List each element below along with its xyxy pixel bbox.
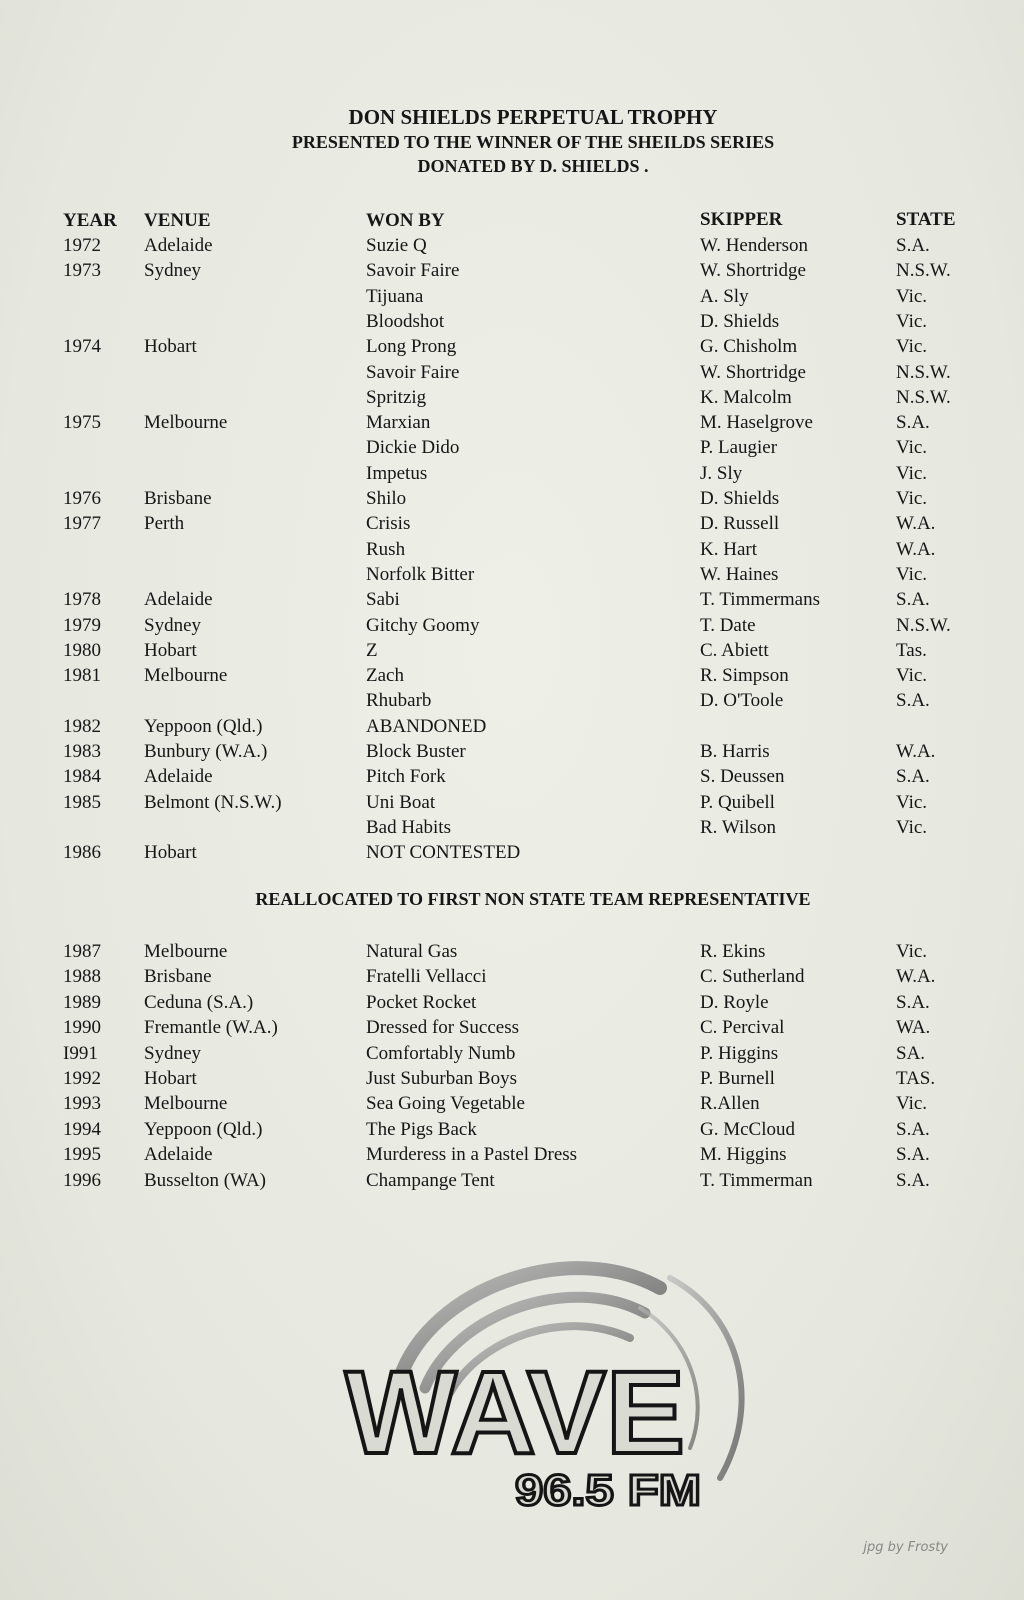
cell-won-by: The Pigs Back — [366, 1118, 477, 1140]
cell-year: 1980 — [63, 639, 101, 661]
cell-year: 1995 — [63, 1144, 101, 1166]
cell-state: S.A. — [896, 235, 930, 256]
cell-won-by: Sabi — [366, 589, 400, 611]
cell-skipper: D. Shields — [700, 488, 780, 509]
cell-state: Vic. — [896, 336, 928, 358]
donated-by: DONATED BY D. SHIELDS . — [417, 156, 649, 176]
cell-state: SA. — [896, 1042, 926, 1064]
cell-skipper: C. Sutherland — [700, 966, 805, 988]
page-subtitle: PRESENTED TO THE WINNER OF THE SHEILDS SERIES — [291, 132, 775, 152]
cell-won-by: Marxian — [366, 412, 431, 434]
cell-won-by: Spritzig — [366, 386, 427, 408]
cell-won-by: Z — [366, 639, 378, 661]
cell-venue: Brisbane — [144, 488, 212, 509]
cell-state: N.S.W. — [896, 361, 951, 383]
cell-year: 1977 — [63, 513, 101, 535]
cell-won-by: Comfortably Numb — [366, 1042, 516, 1064]
cell-venue: Hobart — [144, 639, 197, 661]
cell-state: W.A. — [896, 966, 936, 988]
cell-skipper: K. Malcolm — [700, 386, 792, 408]
cell-won-by: Impetus — [366, 462, 428, 484]
cell-state: WA. — [896, 1017, 931, 1039]
cell-state: S.A. — [896, 1169, 930, 1191]
cell-state: Vic. — [896, 816, 928, 838]
cell-skipper: W. Haines — [700, 563, 779, 585]
wave-logo — [340, 1248, 770, 1518]
cell-year: 1983 — [63, 741, 101, 762]
cell-skipper: R. Wilson — [700, 816, 776, 838]
cell-skipper: M. Higgins — [700, 1144, 787, 1166]
cell-won-by: Gitchy Goomy — [366, 614, 480, 636]
cell-venue: Melbourne — [144, 941, 228, 962]
cell-won-by: Rhubarb — [366, 690, 432, 712]
cell-skipper: R.Allen — [700, 1093, 760, 1115]
cell-skipper: T. Timmermans — [700, 589, 820, 611]
cell-state: Vic. — [896, 941, 928, 962]
cell-won-by: Block Buster — [366, 741, 466, 762]
credit-text: jpg by Frosty — [863, 1540, 948, 1555]
cell-year: 1996 — [63, 1169, 101, 1191]
cell-venue: Perth — [144, 513, 185, 535]
cell-skipper: S. Deussen — [700, 766, 785, 788]
cell-won-by: Champange Tent — [366, 1169, 495, 1191]
header-venue: VENUE — [144, 210, 211, 231]
logo-wordmark: WAVE — [345, 1347, 685, 1479]
cell-skipper: T. Date — [700, 614, 756, 636]
cell-skipper: W. Shortridge — [700, 260, 806, 282]
cell-state: TAS. — [896, 1068, 936, 1089]
cell-year: 1975 — [63, 412, 101, 434]
cell-venue: Adelaide — [144, 235, 213, 256]
cell-state: W.A. — [896, 513, 936, 535]
cell-state: N.S.W. — [896, 386, 951, 408]
cell-venue: Brisbane — [144, 966, 212, 988]
cell-year: 1981 — [63, 665, 101, 687]
cell-state: Vic. — [896, 665, 928, 687]
cell-venue: Adelaide — [144, 766, 213, 788]
cell-state: Vic. — [896, 462, 928, 484]
cell-skipper: P. Burnell — [700, 1068, 775, 1089]
reallocated-heading: REALLOCATED TO FIRST NON STATE TEAM REPRESENTATIVE — [255, 889, 811, 909]
header-year: YEAR — [63, 210, 117, 231]
cell-venue: Melbourne — [144, 1093, 228, 1115]
cell-won-by: Crisis — [366, 513, 411, 535]
cell-skipper: G. McCloud — [700, 1118, 795, 1140]
cell-skipper: P. Quibell — [700, 791, 775, 813]
cell-skipper: D. Russell — [700, 513, 780, 535]
cell-state: S.A. — [896, 1118, 930, 1140]
cell-won-by: Pocket Rocket — [366, 991, 477, 1013]
cell-state: N.S.W. — [896, 614, 951, 636]
cell-venue: Yeppoon (Qld.) — [144, 1118, 263, 1140]
cell-skipper: P. Higgins — [700, 1042, 779, 1064]
cell-venue: Busselton (WA) — [144, 1169, 266, 1191]
cell-year: 1982 — [63, 715, 101, 737]
cell-skipper: R. Simpson — [700, 665, 789, 687]
cell-state: W.A. — [896, 538, 936, 560]
cell-won-by: NOT CONTESTED — [366, 842, 521, 864]
cell-year: 1987 — [63, 941, 101, 962]
cell-year: 1974 — [63, 336, 101, 358]
cell-skipper: J. Sly — [700, 462, 743, 484]
cell-state: W.A. — [896, 741, 936, 762]
cell-year: 1993 — [63, 1093, 101, 1115]
header-won-by: WON BY — [366, 210, 445, 231]
cell-year: 1994 — [63, 1118, 101, 1140]
cell-won-by: Rush — [366, 538, 406, 560]
page-title: DON SHIELDS PERPETUAL TROPHY — [348, 105, 718, 129]
cell-state: Vic. — [896, 563, 928, 585]
cell-skipper: C. Percival — [700, 1017, 785, 1039]
header-skipper: SKIPPER — [700, 209, 783, 230]
cell-state: Vic. — [896, 488, 928, 509]
cell-skipper: T. Timmerman — [700, 1169, 813, 1191]
cell-skipper: G. Chisholm — [700, 336, 798, 358]
cell-won-by: Shilo — [366, 488, 407, 509]
cell-state: S.A. — [896, 690, 930, 712]
cell-won-by: Natural Gas — [366, 941, 458, 962]
cell-state: S.A. — [896, 589, 930, 611]
cell-won-by: Fratelli Vellacci — [366, 966, 487, 988]
cell-won-by: Bad Habits — [366, 816, 451, 838]
cell-skipper: K. Hart — [700, 538, 757, 560]
cell-won-by: Zach — [366, 665, 404, 687]
cell-won-by: ABANDONED — [366, 715, 487, 737]
cell-skipper: W. Henderson — [700, 235, 808, 256]
cell-won-by: Suzie Q — [366, 235, 427, 256]
cell-won-by: Long Prong — [366, 336, 457, 358]
cell-won-by: Savoir Faire — [366, 361, 460, 383]
cell-skipper: D. O'Toole — [700, 690, 784, 712]
cell-year: 1976 — [63, 488, 101, 509]
cell-year: 1988 — [63, 966, 101, 988]
cell-skipper: M. Haselgrove — [700, 412, 813, 434]
cell-won-by: Just Suburban Boys — [366, 1068, 517, 1089]
logo-frequency: 96.5 FM — [515, 1466, 701, 1515]
cell-year: 1984 — [63, 766, 101, 788]
title-block — [0, 104, 1024, 178]
cell-state: S.A. — [896, 412, 930, 434]
cell-venue: Hobart — [144, 336, 197, 358]
cell-year: I991 — [63, 1042, 98, 1064]
cell-venue: Hobart — [144, 842, 197, 864]
header-state: STATE — [896, 209, 956, 230]
cell-skipper: D. Royle — [700, 991, 769, 1013]
cell-venue: Sydney — [144, 614, 201, 636]
cell-won-by: Pitch Fork — [366, 766, 446, 788]
cell-skipper: B. Harris — [700, 741, 770, 762]
cell-skipper: P. Laugier — [700, 437, 778, 459]
cell-venue: Fremantle (W.A.) — [144, 1017, 278, 1039]
cell-skipper: C. Abiett — [700, 639, 769, 661]
cell-won-by: Dressed for Success — [366, 1017, 520, 1039]
cell-venue: Hobart — [144, 1068, 197, 1089]
cell-venue: Sydney — [144, 260, 201, 282]
cell-year: 1992 — [63, 1068, 101, 1089]
cell-won-by: Murderess in a Pastel Dress — [366, 1144, 578, 1166]
cell-won-by: Dickie Dido — [366, 437, 460, 459]
cell-won-by: Uni Boat — [366, 791, 436, 813]
cell-venue: Yeppoon (Qld.) — [144, 715, 263, 737]
cell-venue: Bunbury (W.A.) — [144, 741, 268, 762]
cell-state: Vic. — [896, 285, 928, 307]
cell-state: N.S.W. — [896, 260, 951, 282]
cell-year: 1979 — [63, 614, 101, 636]
cell-year: 1986 — [63, 842, 101, 864]
cell-won-by: Bloodshot — [366, 310, 445, 332]
cell-skipper: W. Shortridge — [700, 361, 806, 383]
cell-venue: Belmont (N.S.W.) — [144, 791, 282, 813]
cell-skipper: R. Ekins — [700, 941, 766, 962]
cell-venue: Sydney — [144, 1042, 201, 1064]
cell-state: S.A. — [896, 766, 930, 788]
cell-year: 1990 — [63, 1017, 101, 1039]
cell-venue: Melbourne — [144, 412, 228, 434]
cell-state: Vic. — [896, 310, 928, 332]
cell-year: 1978 — [63, 589, 101, 611]
cell-won-by: Tijuana — [366, 285, 424, 307]
cell-year: 1985 — [63, 791, 101, 813]
cell-venue: Adelaide — [144, 1144, 213, 1166]
cell-state: S.A. — [896, 1144, 930, 1166]
cell-state: S.A. — [896, 991, 930, 1013]
cell-year: 1989 — [63, 991, 101, 1013]
cell-state: Vic. — [896, 437, 928, 459]
cell-skipper: D. Shields — [700, 310, 780, 332]
cell-state: Vic. — [896, 791, 928, 813]
cell-venue: Ceduna (S.A.) — [144, 991, 254, 1013]
cell-venue: Melbourne — [144, 665, 228, 687]
cell-venue: Adelaide — [144, 589, 213, 611]
cell-year: 1973 — [63, 260, 101, 282]
cell-won-by: Savoir Faire — [366, 260, 460, 282]
cell-state: Tas. — [896, 639, 927, 661]
cell-state: Vic. — [896, 1093, 928, 1115]
cell-year: 1972 — [63, 235, 101, 256]
cell-won-by: Norfolk Bitter — [366, 563, 475, 585]
cell-won-by: Sea Going Vegetable — [366, 1093, 525, 1115]
cell-skipper: A. Sly — [700, 285, 749, 307]
